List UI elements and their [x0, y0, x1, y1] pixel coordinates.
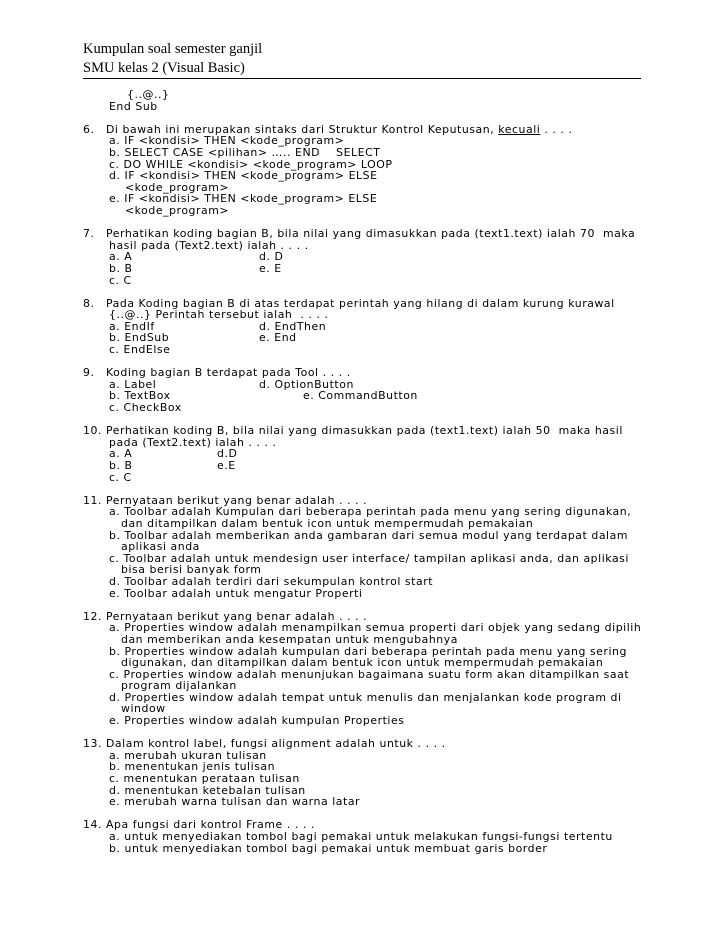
page-header [83, 40, 262, 78]
question-emphasis: kecuali [498, 122, 541, 136]
question-number: 10. [83, 424, 102, 438]
option-c: c. C [109, 273, 132, 287]
option-d: d. D [259, 250, 284, 264]
option-e: e. Properties window adalah kumpulan Properties [109, 714, 405, 728]
question-number: 9. [83, 366, 95, 380]
question-text: Perhatikan koding bagian B, bila nilai yang dimasukkan pada (text1.text) ialah 70 maka [106, 227, 636, 241]
question-number: 6. [83, 122, 95, 136]
code-line: End Sub [109, 99, 158, 113]
question-7 [83, 228, 653, 286]
question-text: Pernyataan berikut yang benar adalah . . . . [106, 609, 368, 623]
option-a: a. merubah ukuran tulisan [109, 748, 267, 762]
question-9 [83, 367, 653, 413]
option-b: b. B [109, 459, 133, 472]
question-text: Koding bagian B terdapat pada Tool . . . . [106, 366, 351, 380]
option-b: b. Properties window adalah kumpulan dari beberapa perintah pada menu yang sering [109, 644, 627, 658]
option-e: e. merubah warna tulisan dan warna latar [109, 795, 361, 809]
question-number: 7. [83, 227, 95, 241]
question-13 [83, 738, 653, 808]
option-d-cont: window [121, 702, 166, 716]
question-number: 13. [83, 737, 102, 751]
option-a: a. untuk menyediakan tombol bagi pemakai untuk melakukan fungsi-fungsi tertentu [109, 830, 613, 843]
option-c: c. EndElse [109, 343, 171, 357]
option-b: b. untuk menyediakan tombol bagi pemakai untuk membuat garis border [109, 841, 548, 855]
option-a: a. EndIf [109, 319, 155, 333]
option-a: a. IF <kondisi> THEN <kode_program> [109, 134, 345, 148]
question-text: Apa fungsi dari kontrol Frame . . . . [106, 818, 315, 832]
question-text: Dalam kontrol label, fungsi alignment adalah untuk . . . . [106, 737, 446, 751]
option-d: d. IF <kondisi> THEN <kode_program> ELSE [109, 169, 378, 183]
option-e: e. E [259, 261, 282, 275]
option-a-cont: dan memberikan anda kesempatan untuk mengubahnya [121, 632, 458, 646]
option-c-cont: bisa berisi banyak form [121, 563, 262, 577]
option-a: a. Properties window adalah menampilkan semua properti dari objek yang sedang dipilih [109, 621, 642, 635]
option-c: c. DO WHILE <kondisi> <kode_program> LOOP [109, 157, 393, 171]
option-d: d. OptionButton [259, 377, 354, 391]
option-c: c. menentukan perataan tulisan [109, 772, 300, 786]
option-d: d. Toolbar adalah terdiri dari sekumpulan kontrol start [109, 574, 434, 588]
option-c: c. Toolbar adalah untuk mendesign user interface/ tampilan aplikasi anda, dan aplikasi [109, 551, 629, 565]
option-b-cont: aplikasi anda [121, 540, 200, 554]
option-c: c. C [109, 470, 132, 484]
question-number: 11. [83, 493, 102, 507]
option-a: a. A [109, 447, 133, 461]
question-text-cont: hasil pada (Text2.text) ialah . . . . [109, 238, 309, 252]
option-c-cont: program dijalankan [121, 679, 237, 693]
question-text: Pada Koding bagian B di atas terdapat perintah yang hilang di dalam kurung kurawal [106, 296, 615, 310]
question-text-end: . . . . [540, 122, 573, 136]
question-14 [83, 819, 653, 854]
option-e: e. Toolbar adalah untuk mengatur Properti [109, 586, 363, 600]
question-12 [83, 611, 653, 727]
option-d: d. Properties window adalah tempat untuk menulis dan menjalankan kode program di [109, 690, 622, 704]
option-b: b. menentukan jenis tulisan [109, 760, 276, 774]
question-8 [83, 298, 653, 356]
option-a-cont: dan ditampilkan dalam bentuk icon untuk mempermudah pemakaian [121, 516, 534, 530]
option-b: b. EndSub [109, 331, 170, 345]
question-number: 14. [83, 818, 102, 832]
option-e: e. End [259, 331, 297, 345]
option-b: b. Toolbar adalah memberikan anda gambaran dari semua modul yang terdapat dalam [109, 528, 628, 542]
code-line: {..@..} [127, 88, 170, 101]
question-number: 12. [83, 609, 102, 623]
question-number: 8. [83, 296, 95, 310]
question-11 [83, 495, 653, 599]
option-e: e. IF <kondisi> THEN <kode_program> ELSE [109, 192, 378, 206]
option-d: d. menentukan ketebalan tulisan [109, 783, 306, 797]
option-a: a. A [109, 250, 133, 264]
option-c: c. CheckBox [109, 401, 182, 415]
question-text: Pernyataan berikut yang benar adalah . . . . [106, 493, 368, 507]
option-b: b. TextBox [109, 389, 171, 403]
option-e: e.E [217, 459, 236, 472]
option-b-cont: digunakan, dan ditampilkan dalam bentuk icon untuk mempermudah pemakaian [121, 656, 604, 670]
question-10 [83, 425, 653, 483]
question-6 [83, 124, 653, 217]
option-a: a. Label [109, 377, 157, 391]
option-d: d. EndThen [259, 319, 327, 333]
question-text-cont: pada (Text2.text) ialah . . . . [109, 435, 277, 449]
option-b: b. B [109, 261, 133, 275]
question-text: Perhatikan koding B, bila nilai yang dimasukkan pada (text1.text) ialah 50 maka hasil [106, 424, 623, 438]
option-a: a. Toolbar adalah Kumpulan dari beberapa perintah pada menu yang sering digunakan, [109, 505, 632, 519]
header-title: Kumpulan soal semester ganjil [83, 41, 263, 57]
option-e-cont: <kode_program> [125, 203, 230, 217]
question-text: Di bawah ini merupakan sintaks dari Struktur Kontrol Keputusan, [106, 122, 499, 136]
question-text-cont: {..@..} Perintah tersebut ialah . . . . [109, 308, 329, 322]
header-subtitle: SMU kelas 2 (Visual Basic) [83, 60, 245, 76]
header-rule [83, 78, 641, 79]
option-c: c. Properties window adalah menunjukan bagaimana suatu form akan ditampilkan saat [109, 667, 630, 681]
option-b: b. SELECT CASE <pilihan> ….. END SELECT [109, 145, 381, 159]
option-e: e. CommandButton [303, 389, 418, 403]
option-d: d.D [217, 447, 238, 461]
option-d-cont: <kode_program> [125, 180, 230, 194]
document-body [83, 89, 653, 854]
